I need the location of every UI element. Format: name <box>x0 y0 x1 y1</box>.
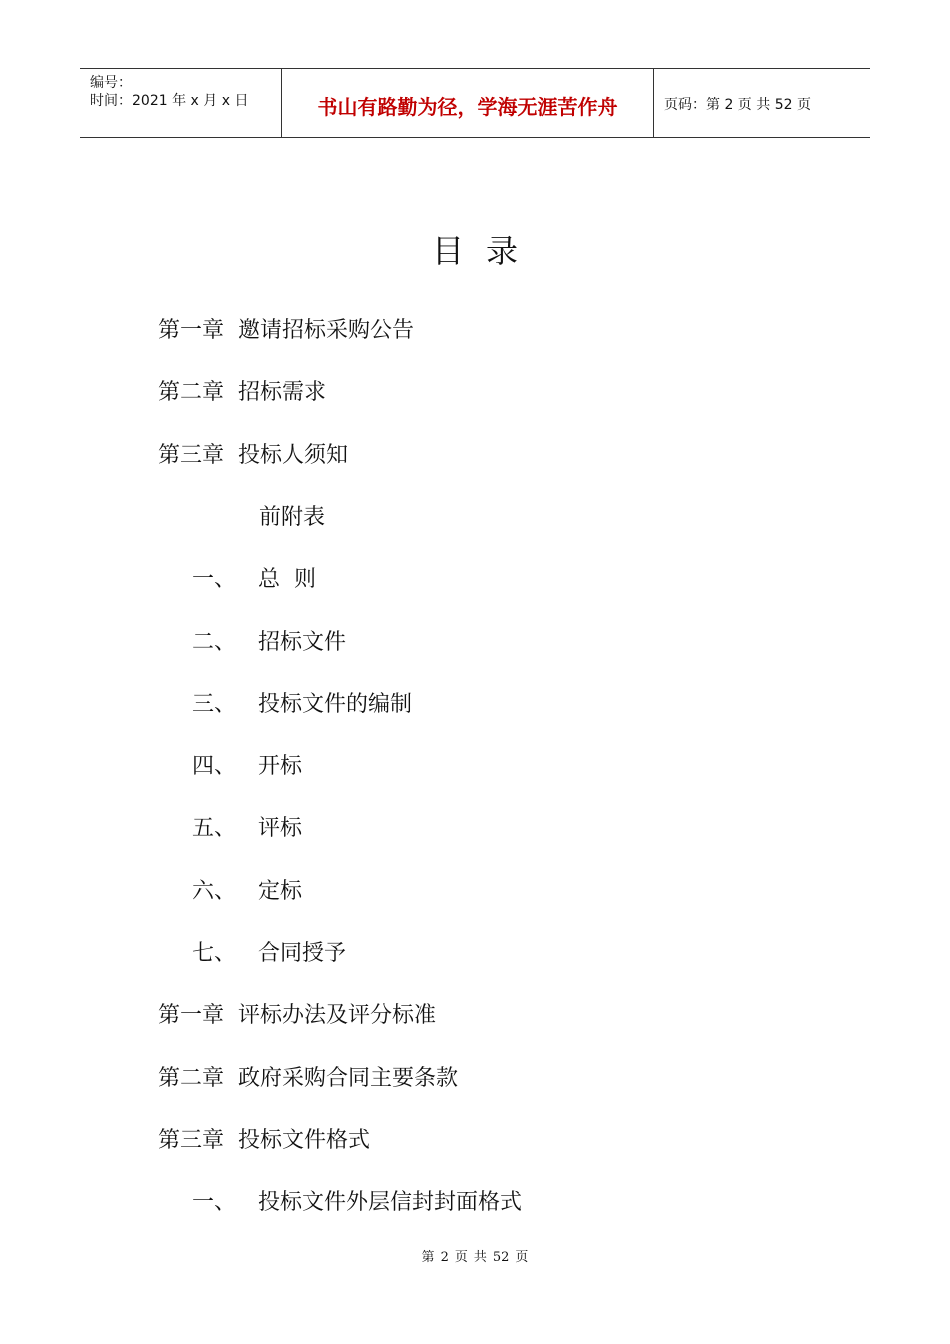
toc-entry-text: 评标 <box>258 816 303 841</box>
toc-entry-number: 三、 <box>192 692 237 717</box>
toc-entry-number: 二、 <box>192 630 237 655</box>
toc-entry-text: 政府采购合同主要条款 <box>238 1066 459 1091</box>
header-page-info: 页码：第 2 页 共 52 页 <box>664 97 811 113</box>
toc-entry-text: 前附表 <box>259 505 326 530</box>
toc-entry-text: 邀请招标采购公告 <box>238 318 415 343</box>
toc-entry-text: 总 则 <box>258 567 317 592</box>
footer-di: 第 <box>421 1250 435 1265</box>
document-date: 时间：2021 年 x 月 x 日 <box>90 93 249 109</box>
toc-entry-text: 投标人须知 <box>238 443 349 468</box>
toc-entry-number: 七、 <box>192 941 237 966</box>
toc-entry <box>158 313 414 344</box>
toc-entry-text: 招标需求 <box>238 380 327 405</box>
toc-entry <box>259 500 325 531</box>
toc-entry <box>192 936 346 967</box>
toc-entry-number: 六、 <box>192 879 237 904</box>
toc-entry <box>192 749 302 780</box>
header-motto: 书山有路勤为径，学海无涯苦作舟 <box>317 95 618 119</box>
page-footer <box>0 1246 950 1265</box>
toc-entry <box>192 625 346 656</box>
toc-entry <box>192 562 316 593</box>
document-number-label: 编号： <box>90 75 132 91</box>
toc-entry <box>192 687 412 718</box>
toc-entry <box>158 438 348 469</box>
footer-gong: 共 <box>473 1250 487 1265</box>
toc-entry-text: 投标文件格式 <box>238 1128 371 1153</box>
toc-entry-text: 定标 <box>258 879 303 904</box>
toc-entry-number: 第三章 <box>158 443 225 468</box>
toc-entry-text: 开标 <box>258 754 303 779</box>
toc-entry <box>158 998 436 1029</box>
toc-entry-number: 四、 <box>192 754 237 779</box>
toc-entry-number: 第一章 <box>158 1003 225 1028</box>
toc-entry <box>192 811 302 842</box>
footer-page-number: 2 <box>440 1250 449 1265</box>
footer-total-pages: 52 <box>492 1250 510 1265</box>
toc-entry <box>158 1061 458 1092</box>
toc-entry-number: 第一章 <box>158 318 225 343</box>
toc-entry-text: 招标文件 <box>258 630 347 655</box>
toc-entry-number: 一、 <box>192 567 237 592</box>
footer-ye-end: 页 <box>515 1250 529 1265</box>
toc-entry-number: 第二章 <box>158 1066 225 1091</box>
toc-entry <box>158 375 326 406</box>
toc-entry <box>192 874 302 905</box>
toc-entry-number: 五、 <box>192 816 237 841</box>
toc-entry-number: 第三章 <box>158 1128 225 1153</box>
toc-entry-text: 评标办法及评分标准 <box>238 1003 437 1028</box>
toc-entry-number: 第二章 <box>158 380 225 405</box>
toc-entry <box>192 1185 522 1216</box>
toc-entry-text: 投标文件的编制 <box>258 692 413 717</box>
toc-entry-text: 投标文件外层信封封面格式 <box>258 1190 523 1215</box>
toc-entry <box>158 1123 370 1154</box>
footer-ye: 页 <box>454 1250 468 1265</box>
toc-title: 目录 <box>431 232 540 270</box>
toc-entry-number: 一、 <box>192 1190 237 1215</box>
toc-entry-text: 合同授予 <box>258 941 347 966</box>
